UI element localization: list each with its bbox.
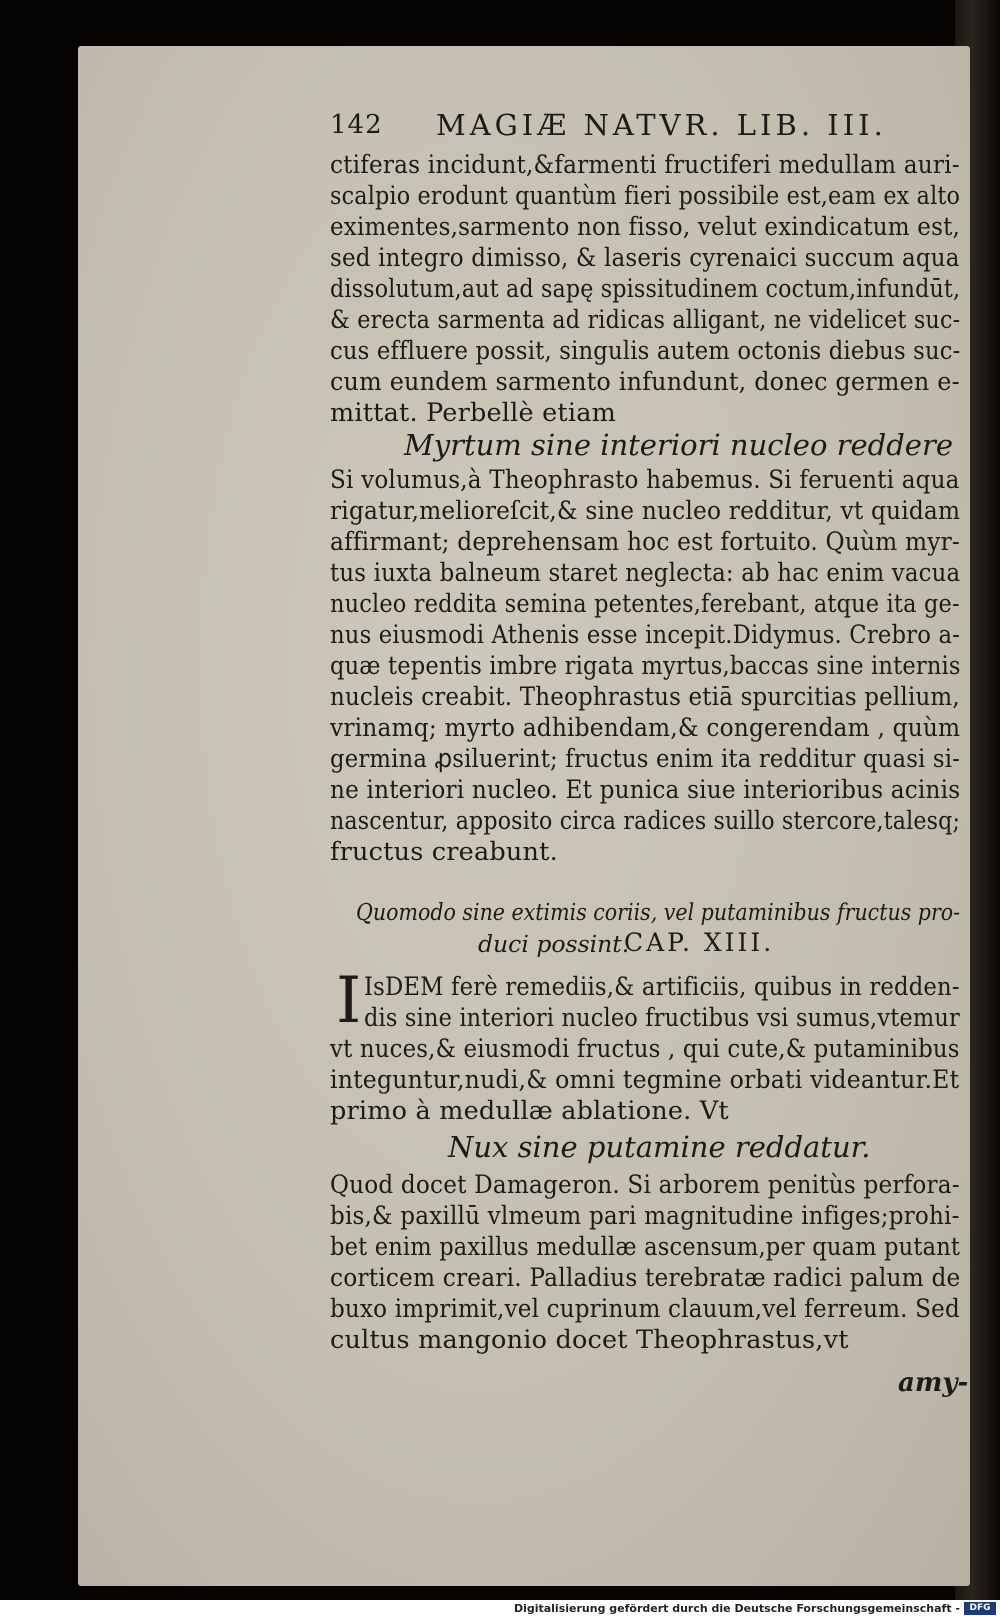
text-line: dissolutum,aut ad sapę spissitudinem coctum,infundūt,	[330, 274, 961, 304]
text-line: Quod docet Damageron. Si arborem penitùs perfora-	[330, 1170, 960, 1200]
text-line: cum eundem sarmento infundunt, donec germen e-	[330, 367, 960, 397]
text-line: nascentur, apposito circa radices suillo stercore,talesq;	[330, 806, 961, 836]
text-line: ctiferas incidunt,&farmenti fructiferi medullam auri-	[330, 150, 960, 180]
text-line: nucleo reddita semina petentes,ferebant, atque ita ge-	[330, 589, 960, 619]
text-line: & erecta sarmenta ad ridicas alligant, ne videlicet suc-	[330, 305, 961, 335]
text-line: fructus creabunt.	[330, 837, 558, 867]
text-line: bet enim paxillus medullæ ascensum,per quam putant	[330, 1232, 961, 1262]
text-line: integuntur,nudi,& omni tegmine orbati videantur.Et	[330, 1065, 960, 1095]
text-line: affirmant; deprehensam hoc est fortuito. Quùm myr-	[330, 527, 960, 557]
text-line: rigatur,melioreſcit,& sine nucleo redditur, vt quidam	[330, 496, 961, 526]
text-line: corticem creari. Palladius terebratæ radici palum de	[330, 1263, 961, 1293]
section-heading-myrtus: Myrtum sine interiori nucleo reddere	[404, 428, 953, 462]
text-line: nus eiusmodi Athenis esse incepit.Didymus. Crebro a-	[330, 620, 961, 650]
text-line: IsDEM ferè remediis,& artificiis, quibus in redden-	[364, 972, 960, 1002]
footer-credit: Digitalisierung gefördert durch die Deutsche Forschungsgemeinschaft -	[513, 1602, 960, 1615]
text-line: primo à medullæ ablatione. Vt	[330, 1096, 729, 1126]
chapter-heading-cont: duci possint.	[478, 930, 630, 958]
drop-capital: I	[336, 964, 362, 1038]
text-line: dis sine interiori nucleo fructibus vsi sumus,vtemur	[364, 1003, 960, 1033]
catchword: amy-	[898, 1368, 969, 1398]
text-line: nucleis creabit. Theophrastus etiā spurcitias pellium,	[330, 682, 960, 712]
running-title: MAGIÆ NATVR. LIB. III.	[436, 108, 887, 142]
text-line: Si volumus,à Theophrasto habemus. Si feruenti aqua	[330, 465, 960, 495]
text-line: ne interiori nucleo. Et punica siue interioribus acinis	[330, 775, 961, 805]
text-line: scalpio erodunt quantùm fieri possibile est,eam ex alto	[330, 181, 961, 211]
text-line: mittat. Perbellè etiam	[330, 398, 616, 428]
text-line: sed integro dimisso, & laseris cyrenaici succum aqua	[330, 243, 960, 273]
text-line: vrinamq; myrto adhibendam,& congerendam , quùm	[330, 713, 961, 743]
section-heading-nux: Nux sine putamine reddatur.	[448, 1130, 871, 1164]
text-line: buxo imprimit,vel cuprinum clauum,vel ferreum. Sed	[330, 1294, 960, 1324]
text-line: vt nuces,& eiusmodi fructus , qui cute,& putaminibus	[330, 1034, 960, 1064]
chapter-number: CAP. XIII.	[624, 928, 775, 957]
text-line: quæ tepentis imbre rigata myrtus,baccas sine internis	[330, 651, 961, 681]
chapter-heading: Quomodo sine extimis coriis, vel putaminibus fructus pro-	[356, 898, 961, 926]
text-line: tus iuxta balneum staret neglecta: ab hac enim vacua	[330, 558, 961, 588]
page-number: 142	[330, 110, 383, 140]
dfg-logo: DFG	[964, 1602, 996, 1615]
footer-bar	[0, 1600, 1000, 1618]
text-line: cus effluere possit, singulis autem octonis diebus suc-	[330, 336, 961, 366]
text-line: bis,& paxillū vlmeum pari magnitudine infiges;prohi-	[330, 1201, 960, 1231]
text-line: germina ꝓsiluerint; fructus enim ita redditur quasi si-	[330, 744, 961, 774]
text-line: eximentes,sarmento non fisso, velut exindicatum est,	[330, 212, 961, 242]
text-line: cultus mangonio docet Theophrastus,vt	[330, 1325, 849, 1355]
